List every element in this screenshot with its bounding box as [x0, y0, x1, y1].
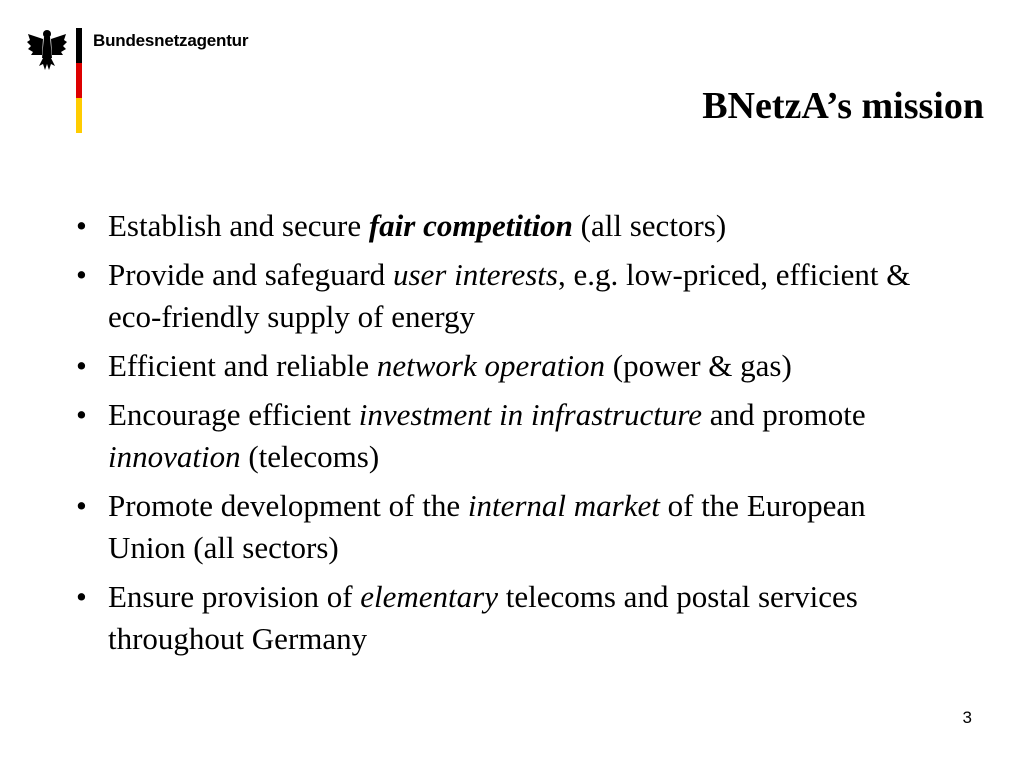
bullet-item	[108, 205, 938, 247]
federal-eagle-icon	[26, 28, 68, 72]
flag-stripe-red	[76, 63, 82, 98]
bullet-emphasis: investment in infrastructure	[358, 397, 703, 432]
bullet-item	[108, 394, 938, 478]
bullet-emphasis: internal market	[467, 488, 660, 523]
bullet-emphasis: innovation	[108, 439, 241, 474]
bullet-item	[108, 576, 938, 660]
agency-name: Bundesnetzagentur	[93, 31, 249, 50]
german-flag-bar	[76, 28, 82, 133]
bullet-text: , e.g. low-priced, efficient & eco-friendly supply of energy	[108, 257, 911, 334]
page-number: 3	[962, 708, 972, 727]
bullet-text: Encourage efficient	[108, 397, 359, 432]
bullet-text: (all sectors)	[572, 208, 727, 243]
bullet-item	[108, 485, 938, 569]
bullet-item	[108, 345, 938, 387]
bullet-item	[108, 254, 938, 338]
bullet-text: (power & gas)	[605, 348, 792, 383]
bullet-text: Establish and secure	[108, 208, 369, 243]
mission-bullet-list	[108, 205, 938, 667]
bullet-text: and promote	[702, 397, 866, 432]
bullet-text: Ensure provision of	[108, 579, 361, 614]
bullet-emphasis: fair competition	[368, 208, 573, 243]
slide-title: BNetzA’s mission	[702, 85, 984, 127]
bullet-text: Promote development of the	[108, 488, 468, 523]
bullet-text: (telecoms)	[240, 439, 380, 474]
bullet-emphasis: user interests	[392, 257, 558, 292]
bullet-text: Efficient and reliable	[108, 348, 377, 383]
bullet-text: telecoms and postal services throughout Germany	[108, 579, 858, 656]
flag-stripe-gold	[76, 98, 82, 133]
bullet-emphasis: elementary	[360, 579, 498, 614]
flag-stripe-black	[76, 28, 82, 63]
bullet-emphasis: network operation	[376, 348, 605, 383]
bullet-text: of the European Union (all sectors)	[108, 488, 866, 565]
bullet-text: Provide and safeguard	[108, 257, 393, 292]
